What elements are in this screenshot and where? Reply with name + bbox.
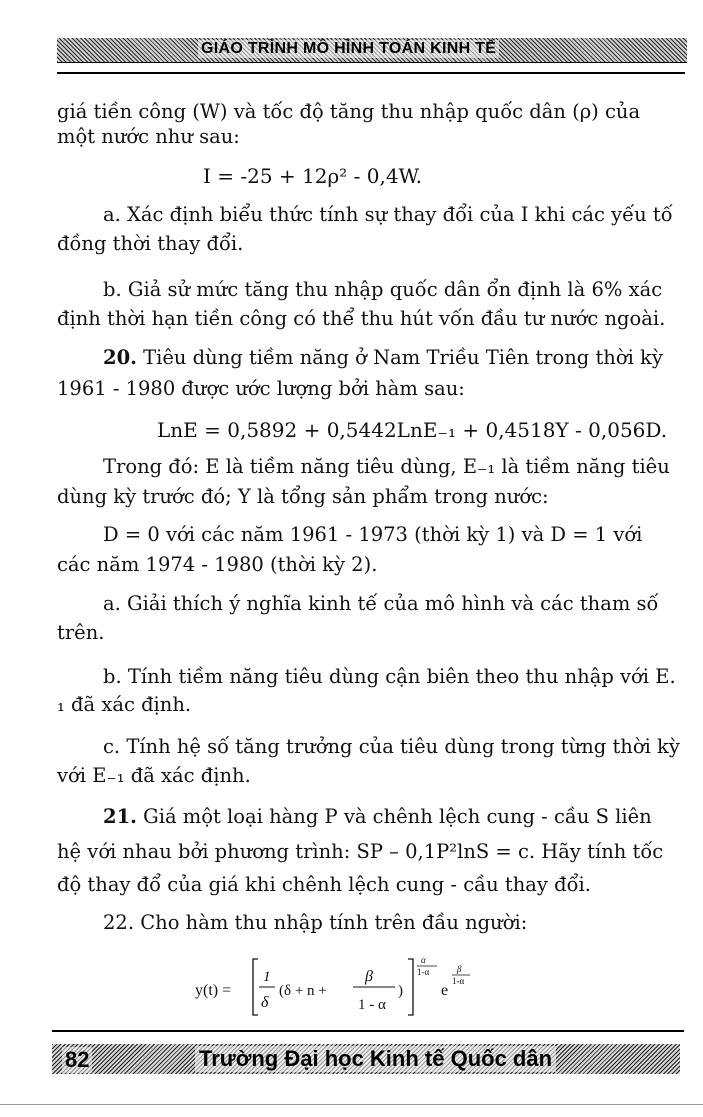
- problem-21-line: [103, 805, 652, 829]
- text-line: b. Giả sử mức tăng thu nhập quốc dân ổn định là 6% xác: [103, 278, 663, 301]
- formula-close: ): [398, 983, 403, 999]
- formula-e: e: [441, 982, 449, 999]
- exp2-den: 1-α: [452, 976, 465, 986]
- frac1-den: δ: [261, 994, 269, 1011]
- text-line: ₁ đã xác định.: [57, 693, 192, 716]
- page-number: 82: [62, 1047, 92, 1073]
- text-line: D = 0 với các năm 1961 - 1973 (thời kỳ 1) và D = 1 với: [103, 523, 643, 546]
- footer-title: Trường Đại học Kinh tế Quốc dân: [195, 1046, 556, 1072]
- text-line: a. Giải thích ý nghĩa kinh tế của mô hình và các tham số: [103, 592, 659, 615]
- problem-22-line: [103, 911, 527, 935]
- text-line: dùng kỳ trước đó; Y là tổng sản phẩm trong nước:: [57, 485, 549, 508]
- text-line: giá tiền công (W) và tốc độ tăng thu nhập quốc dân (ρ) của: [57, 100, 641, 123]
- frac1-num: 1: [263, 969, 271, 985]
- formula-I: I = -25 + 12ρ² - 0,4W.: [203, 164, 422, 188]
- problem-number: 20.: [103, 346, 137, 369]
- problem-text: Cho hàm thu nhập tính trên đầu người:: [140, 911, 528, 934]
- exp1-den: 1-α: [417, 967, 430, 977]
- text-line: một nước như sau:: [57, 125, 240, 148]
- text-line: hệ với nhau bởi phương trình: SP – 0,1P²lnS = c. Hãy tính tốc: [57, 840, 664, 863]
- header-rule: [57, 72, 685, 74]
- text-line: c. Tính hệ số tăng trưởng của tiêu dùng trong từng thời kỳ: [103, 735, 680, 758]
- text-line: đồng thời thay đổi.: [57, 232, 244, 255]
- exp2-num: β: [457, 964, 462, 974]
- exp1-num: α: [421, 955, 426, 965]
- text-line: b. Tính tiềm năng tiêu dùng cận biên theo thu nhập với E.: [103, 665, 676, 688]
- formula-y-t: [195, 955, 495, 1025]
- text-line: định thời hạn tiền công có thể thu hút vốn đầu tư nước ngoài.: [57, 307, 666, 330]
- problem-20-line: [103, 346, 663, 370]
- formula-mid: (δ + n +: [279, 983, 327, 999]
- problem-text: Giá một loại hàng P và chênh lệch cung - cầu S liên: [143, 805, 652, 828]
- running-header-title: GIÁO TRÌNH MÔ HÌNH TOÁN KINH TẾ: [198, 40, 499, 58]
- frac2-den: 1 - α: [358, 997, 386, 1013]
- text-line: a. Xác định biểu thức tính sự thay đổi của I khi các yếu tố: [103, 203, 673, 226]
- scan-edge-line: [0, 1104, 703, 1105]
- text-line: các năm 1974 - 1980 (thời kỳ 2).: [57, 553, 378, 576]
- text-line: 1961 - 1980 được ước lượng bởi hàm sau:: [57, 377, 465, 400]
- text-line: với E₋₁ đã xác định.: [57, 764, 251, 787]
- problem-text: Tiêu dùng tiềm năng ở Nam Triều Tiên trong thời kỳ: [143, 346, 663, 369]
- problem-number: 21.: [103, 805, 137, 828]
- footer-rule: [52, 1030, 684, 1032]
- text-line: độ thay đổ của giá khi chênh lệch cung - cầu thay đổi.: [57, 873, 591, 896]
- formula-LnE: LnE = 0,5892 + 0,5442LnE₋₁ + 0,4518Y - 0,056D.: [157, 418, 668, 442]
- problem-number: 22.: [103, 911, 135, 934]
- formula-lhs: y(t) =: [195, 982, 232, 999]
- text-line: trên.: [57, 621, 105, 644]
- frac2-num: β: [365, 968, 373, 985]
- text-line: Trong đó: E là tiềm năng tiêu dùng, E₋₁ là tiềm năng tiêu: [103, 455, 670, 478]
